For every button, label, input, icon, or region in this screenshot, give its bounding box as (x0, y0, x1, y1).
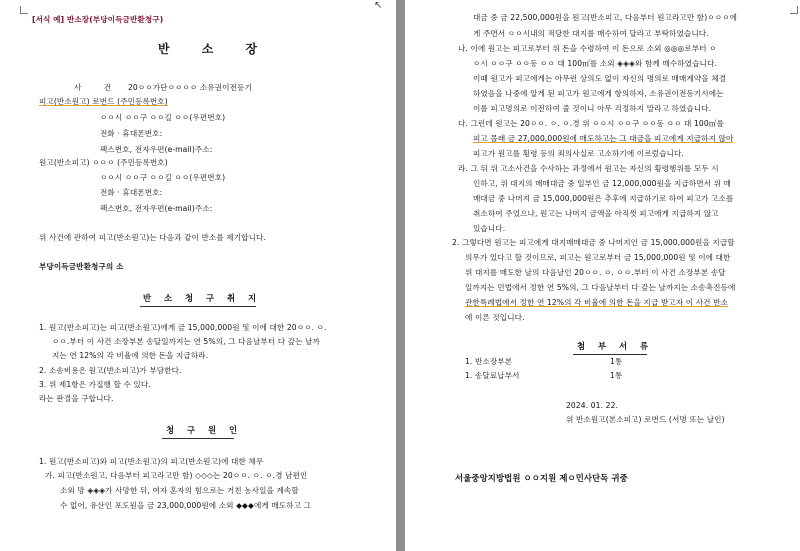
page-corner-mark (790, 6, 798, 14)
signer-line: 위 반소원고(본소피고) 로번드 (서명 또는 날인) (566, 415, 725, 424)
body-line: 하였음을 나중에 알게 된 피고가 원고에게 항의하자, 소유권이전등기시에는 (473, 89, 724, 98)
attachment-2-count: 1통 (610, 371, 623, 380)
document-page-left (0, 0, 396, 551)
plaintiff-address: ㅇㅇ시 ㅇㅇ구 ㅇㅇ길 ㅇㅇ(우편번호) (100, 113, 226, 122)
filing-date: 2024. 01. 22. (566, 401, 619, 410)
body-line: 관한특례법에서 정한 연 12%의 각 비율에 의한 돈을 지급 받고자 이 사건 반소 (465, 298, 728, 307)
body-line: 에 이른 것입니다. (465, 313, 525, 322)
body-line: 피고가 원고를 횡령 등의 죄의사실로 고소하기에 이르렀습니다. (473, 149, 684, 158)
mouse-cursor-icon: ↖ (374, 0, 383, 11)
body-line: 인하고, 위 대지의 매매대금 중 일부인 금 12,000,000원을 지급하면서 위 매 (473, 179, 732, 188)
intro-sentence: 위 사건에 관하여 피고(반소원고)는 다음과 같이 반소를 제기합니다. (39, 233, 266, 242)
document-title: 반 소 장 (158, 42, 272, 56)
cause-item-1: 1. 원고(반소피고)와 피고(반소원고)의 피고(반소원고)에 대한 채무 (39, 457, 264, 466)
body-line: 의무가 있다고 할 것이므로, 피고는 원고로부터 금 15,000,000원 및 이에 대한 (465, 253, 731, 262)
claim-item-3: 3. 위 제1항은 가집행 할 수 있다. (39, 380, 151, 389)
body-line: 라. 그 뒤 위 고소사건을 수사하는 과정에서 원고는 자신의 횡령행위를 모두 시 (458, 164, 719, 173)
claim-item-1b: ㅇㅇ.부터 이 사건 소장부본 송달일까지는 연 5%의, 그 다음날부터 다 갚는 날까 (52, 337, 320, 346)
defendant-line: 원고(반소피고) ㅇㅇㅇ (주민등록번호) (39, 158, 168, 167)
case-value: 20ㅇㅇ가단ㅇㅇㅇㅇ 소유권이전등기 (128, 83, 252, 92)
plaintiff-fax: 팩스번호, 전자우편(e-mail)주소: (100, 145, 213, 154)
case-label: 사 건 (74, 83, 122, 92)
form-header: [서식 예] 반소장(부당이득금반환청구) (32, 15, 164, 24)
plaintiff-phone: 전화 · 휴대폰번호: (100, 129, 163, 138)
cause-para-a-1: 가. 피고(반소원고, 다음부터 피고라고만 함) ◇◇◇는 20ㅇㅇ. ㅇ. ㅇ.경 남편인 (45, 471, 308, 480)
body-line: 대금 중 금 22,500,000원을 원고(반소피고, 다음부터 원고라고만 함)ㅇㅇㅇ에 (473, 13, 738, 22)
attachments-title: 첨 부 서 류 (577, 341, 654, 351)
body-line: 취소하여 주었으나, 원고는 나머지 금액을 아직껏 피고에게 지급하지 않고 (473, 209, 719, 218)
cause-para-a-2: 소외 망 ◈◈◈가 사망한 뒤, 여자 혼자의 힘으로는 거친 농사일을 계속할 (60, 486, 299, 495)
body-line: 피고 몰래 금 27,000,000원에 매도하고는 그 대금을 피고에게 지급하지 않아 (473, 134, 734, 143)
court-addressee: 서울중앙지방법원 ㅇㅇ지원 제ㅇ민사단독 귀중 (455, 473, 628, 483)
cause-para-a-3: 수 없어, 유산인 포도원을 금 23,000,000원에 소외 ◆◆◆에게 매도하고 그 (60, 501, 312, 510)
defendant-phone: 전화 · 휴대폰번호: (100, 188, 163, 197)
body-line: 게 주면서 ㅇㅇ시내의 적당한 대지를 매수하여 달라고 부탁하였습니다. (473, 29, 709, 38)
claim-item-2: 2. 소송비용은 원고(반소피고)가 부담한다. (39, 366, 182, 375)
attachment-2-name: 1. 송달료납부서 (465, 371, 520, 380)
body-line: 이때 원고가 피고에게는 아무런 상의도 없이 자신의 명의로 매매계약을 체결 (473, 74, 727, 83)
body-line: 있습니다. (473, 224, 506, 233)
body-line: 2. 그렇다면 원고는 피고에게 대지매매대금 중 나머지인 금 15,000,000원을 지급할 (452, 238, 735, 247)
body-line: ㅇ시 ㅇㅇ구 ㅇㅇ동 ㅇㅇ 대 100㎡를 소외 ◈◈◈와 함께 매수하였습니다. (473, 59, 717, 68)
defendant-address: ㅇㅇ시 ㅇㅇ구 ㅇㅇ길 ㅇㅇ(우편번호) (100, 173, 226, 182)
claim-item-1c: 지는 연 12%의 각 비율에 의한 돈을 지급하라. (52, 351, 209, 360)
attachment-1-count: 1통 (610, 357, 623, 366)
attachment-1-name: 1. 반소장부본 (465, 357, 513, 366)
section-title-claim-cause: 청 구 원 인 (166, 425, 243, 435)
defendant-fax: 팩스번호, 전자우편(e-mail)주소: (100, 204, 213, 213)
document-page-right (405, 0, 800, 551)
section-underline (573, 354, 647, 355)
plaintiff-line: 피고(반소원고) 로번드 (주민등록번호) (39, 97, 168, 106)
section-underline (162, 438, 234, 439)
section-underline (140, 306, 256, 307)
body-line: 위 대지를 매도한 날의 다음날인 20ㅇㅇ. ㅇ. ㅇㅇ.부터 이 사건 소장부본 송달 (465, 268, 726, 277)
section-title-claim-purpose: 반 소 청 구 취 지 (143, 293, 262, 303)
body-line: 이를 피고명의로 이전하여 줄 것이니 아무 걱정하지 말라고 하였습니다. (473, 104, 712, 113)
claim-name: 부당이득금반환청구의 소 (39, 262, 124, 271)
claim-item-1a: 1. 원고(반소피고)는 피고(반소원고)에게 금 15,000,000원 및 이에 대한 20ㅇㅇ. ㅇ. (39, 323, 327, 332)
body-line: 일까지는 민법에서 정한 연 5%의, 그 다음날부터 다 갚는 날까지는 소송촉진등에 (465, 283, 736, 292)
page-corner-mark (20, 6, 28, 14)
body-line: 나. 이에 원고는 피고로부터 위 돈을 수령하여 이 돈으로 소외 ◎◎◎로부터 ㅇ (458, 44, 717, 53)
judgment-request: 라는 판결을 구합니다. (39, 394, 114, 403)
body-line: 다. 그런데 원고는 20ㅇㅇ. ㅇ. ㅇ.경 위 ㅇㅇ시 ㅇㅇ구 ㅇㅇ동 ㅇㅇ 대 100㎡를 (458, 119, 724, 128)
body-line: 매대금 중 나머지 금 15,000,000원은 추후에 지급하기로 하여 피고가 고소를 (473, 194, 734, 203)
